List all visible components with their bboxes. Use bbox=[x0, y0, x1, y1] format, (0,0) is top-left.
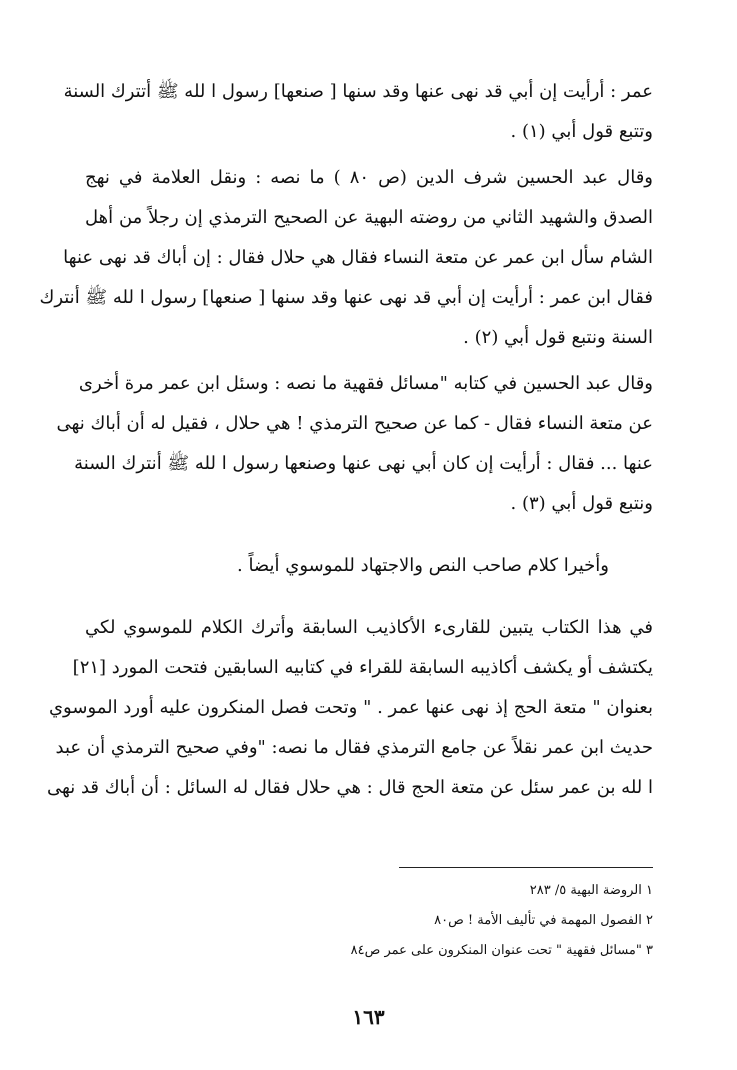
text-line: وقال عبد الحسين شرف الدين (ص ٨٠ ) ما نصه : ونقل العلامة في نهج bbox=[85, 167, 653, 188]
page-body bbox=[39, 72, 653, 808]
paragraph-1 bbox=[63, 72, 653, 152]
text-line: ا لله بن عمر سئل عن متعة الحج قال : هي حلال فقال له السائل : أن أباك قد نهى bbox=[46, 777, 653, 798]
text-line: وأخيرا كلام صاحب النص والاجتهاد للموسوي أيضاً . bbox=[237, 555, 609, 576]
footnote-2: ٢ الفصول المهمة في تأليف الأمة ! ص٨٠ bbox=[434, 913, 653, 928]
paragraph-4 bbox=[85, 546, 653, 586]
footnotes bbox=[300, 876, 653, 966]
paragraph-2 bbox=[39, 158, 653, 358]
footnote-1: ١ الروضة البهية ٥/ ٢٨٣ bbox=[529, 883, 653, 898]
text-line: عن متعة النساء فقال - كما عن صحيح الترمذي ! هي حلال ، فقيل له أن أباك نهى bbox=[56, 413, 653, 434]
text-line: عنها ... فقال : أرأيت إن كان أبي نهى عنها وصنعها رسول ا لله ﷺ أنترك السنة bbox=[74, 453, 653, 474]
text-line: بعنوان " متعة الحج إذ نهى عنها عمر . " وتحت فصل المنكرون عليه أورد الموسوي bbox=[48, 697, 653, 718]
section-gap bbox=[85, 586, 653, 608]
page-number: ١٦٣ bbox=[352, 1005, 385, 1029]
text-line: حديث ابن عمر نقلاً عن جامع الترمذي فقال ما نصه: "وفي صحيح الترمذي أن عبد bbox=[55, 737, 653, 758]
text-line: ونتبع قول أبي (٣) . bbox=[510, 493, 653, 514]
text-line: وقال عبد الحسين في كتابه "مسائل فقهية ما نصه : وسئل ابن عمر مرة أخرى bbox=[78, 373, 653, 394]
text-line: فقال ابن عمر : أرأيت إن أبي قد نهى عنها وقد سنها [ صنعها] رسول ا لله ﷺ أنترك bbox=[39, 287, 653, 308]
text-line: السنة ونتبع قول أبي (٢) . bbox=[463, 327, 653, 348]
footnote-divider bbox=[399, 867, 653, 868]
text-line: عمر : أرأيت إن أبي قد نهى عنها وقد سنها [ صنعها] رسول ا لله ﷺ أتترك السنة bbox=[63, 81, 653, 102]
paragraph-3 bbox=[56, 364, 653, 524]
text-line: في هذا الكتاب يتبين للقارىء الأكاذيب السابقة وأترك الكلام للموسوي لكي bbox=[85, 617, 653, 638]
paragraph-5 bbox=[46, 608, 653, 808]
text-line: وتتبع قول أبي (١) . bbox=[510, 121, 653, 142]
text-line: الشام سأل ابن عمر عن متعة النساء فقال هي حلال فقال : إن أباك قد نهى عنها bbox=[63, 247, 653, 268]
text-line: الصدق والشهيد الثاني من روضته البهية عن الصحيح الترمذي إن رجلاً من أهل bbox=[85, 207, 653, 228]
text-line: يكتشف أو يكشف أكاذيبه السابقة للقراء في كتابيه السابقين فتحت المورد [٢١] bbox=[72, 657, 653, 678]
footnote-3: ٣ "مسائل فقهية " تحت عنوان المنكرون على عمر ص٨٤ bbox=[350, 943, 653, 958]
